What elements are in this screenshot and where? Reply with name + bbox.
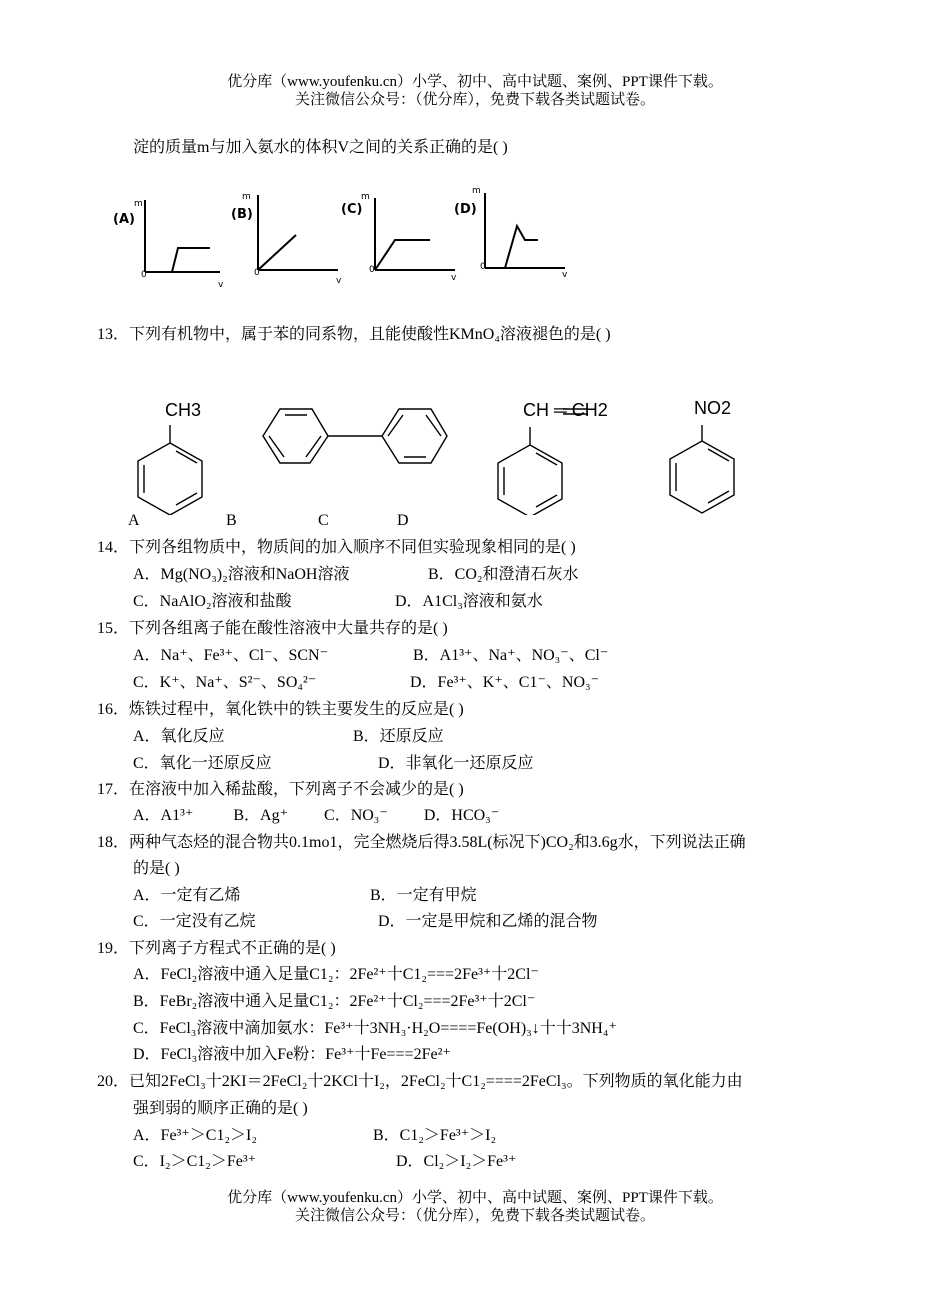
graph-c-xaxis: v [451,273,457,283]
graph-c [375,198,455,270]
q12-continuation: 淀的质量m与加入氨水的体积V之间的关系正确的是( ) [133,139,508,156]
graph-d [485,193,565,268]
nitrobenzene-substituent: NO2 [694,398,732,418]
styrene-substituent: CH ═ CH2 [523,400,608,420]
q18-stem-1: 18．两种气态烃的混合物共0.1mo1，完全燃烧后得3.58L(标况下)CO₂和3.6g水，下列说法正确 [97,834,746,851]
q20-option-b: B．C1₂＞Fe³⁺＞I₂ [373,1127,497,1144]
header-line-1: 优分库（www.youfenku.cn）小学、初中、高中试题、案例、PPT课件下载。 [227,74,723,90]
q15-option-c: C．K⁺、Na⁺、S²⁻、SO₄²⁻ [133,674,317,691]
q19-option-a: A．FeCl₂溶液中通入足量C1₂：2Fe²⁺十C1₂===2Fe³⁺十2Cl⁻ [133,966,539,983]
header-line-2: 关注微信公众号：（优分库），免费下载各类试题试卷。 [294,92,655,108]
q17-stem: 17．在溶液中加入稀盐酸，下列离子不会减少的是( ) [97,781,464,798]
q12-graphs [100,180,590,295]
graph-c-label: (C) [341,202,363,217]
graph-b [258,195,338,270]
q19-option-b: B．FeBr₂溶液中通入足量C1₂：2Fe²⁺十Cl₂===2Fe³⁺十2Cl⁻ [133,993,536,1010]
q20-option-d: D．Cl₂＞I₂＞Fe³⁺ [396,1153,517,1170]
q13-label-c: C [318,512,329,529]
q14-option-c: C．NaAlO₂溶液和盐酸 [133,593,292,610]
q20-option-c: C．I₂＞C1₂＞Fe³⁺ [133,1153,257,1170]
q18-stem-2: 的是( ) [133,860,180,877]
graph-d-label: (D) [454,202,477,217]
q18-option-a: A．一定有乙烯 [133,887,241,904]
q16-option-b: B．还原反应 [353,728,444,745]
q13-label-b: B [226,512,237,529]
q16-option-d: D．非氧化一还原反应 [378,755,534,772]
q20-option-a: A．Fe³⁺＞C1₂＞I₂ [133,1127,257,1144]
q20-stem-2: 强到弱的顺序正确的是( ) [133,1100,308,1117]
graph-a-xaxis: v [218,280,224,290]
graph-a-label: (A) [113,212,135,227]
graph-a-origin: 0 [141,270,147,280]
q13-structures [120,395,760,515]
q19-option-d: D．FeCl₃溶液中加入Fe粉：Fe³⁺十Fe===2Fe²⁺ [133,1046,451,1063]
q13-label-a: A [128,512,140,529]
q18-option-c: C．一定没有乙烷 [133,913,256,930]
graph-c-origin: 0 [369,265,375,275]
q15-stem: 15．下列各组离子能在酸性溶液中大量共存的是( ) [97,620,448,637]
graph-b-label: (B) [231,207,253,222]
q15-option-a: A．Na⁺、Fe³⁺、Cl⁻、SCN⁻ [133,647,329,664]
toluene-substituent: CH3 [165,400,202,420]
q17-options: A．A1³⁺ B．Ag⁺ C．NO₃⁻ D．HCO₃⁻ [133,807,500,824]
q13-label-d: D [397,512,409,529]
footer-line-1: 优分库（www.youfenku.cn）小学、初中、高中试题、案例、PPT课件下载。 [227,1190,723,1206]
graph-b-xaxis: v [336,276,342,286]
graph-d-origin: 0 [480,262,486,272]
graph-d-yaxis: m [472,186,481,196]
q20-stem-1: 20．已知2FeCl₃十2KI＝2FeCl₂十2KCl十I₂，2FeCl₂十C1₂====2FeCl₃。下列物质的氧化能力由 [97,1073,743,1090]
graph-b-origin: 0 [254,268,260,278]
q14-option-a: A．Mg(NO₃)₂溶液和NaOH溶液 [133,566,350,583]
q16-option-a: A．氧化反应 [133,728,225,745]
q19-stem: 19．下列离子方程式不正确的是( ) [97,940,336,957]
q14-stem: 14．下列各组物质中，物质间的加入顺序不同但实验现象相同的是( ) [97,539,576,556]
q14-option-d: D．A1Cl₃溶液和氨水 [395,593,543,610]
graph-a [145,200,220,272]
q15-option-b: B．A1³⁺、Na⁺、NO₃⁻、Cl⁻ [413,647,609,664]
graph-d-xaxis: v [562,270,568,280]
q19-option-c: C．FeCl₃溶液中滴加氨水：Fe³⁺十3NH₃·H₂O====Fe(OH)₃↓十十3NH₄⁺ [133,1020,617,1037]
q14-option-b: B．CO₂和澄清石灰水 [428,566,579,583]
graph-b-yaxis: m [242,192,251,202]
q15-option-d: D．Fe³⁺、K⁺、C1⁻、NO₃⁻ [410,674,600,691]
graph-c-yaxis: m [361,192,370,202]
q16-stem: 16．炼铁过程中，氧化铁中的铁主要发生的反应是( ) [97,701,464,718]
q13-stem: 13．下列有机物中，属于苯的同系物，且能使酸性KMnO₄溶液褪色的是( ) [97,326,611,343]
graph-a-yaxis: m [134,199,143,209]
q18-option-d: D．一定是甲烷和乙烯的混合物 [378,913,598,930]
q16-option-c: C．氧化一还原反应 [133,755,272,772]
q18-option-b: B．一定有甲烷 [370,887,477,904]
footer-line-2: 关注微信公众号：（优分库），免费下载各类试题试卷。 [294,1208,655,1224]
